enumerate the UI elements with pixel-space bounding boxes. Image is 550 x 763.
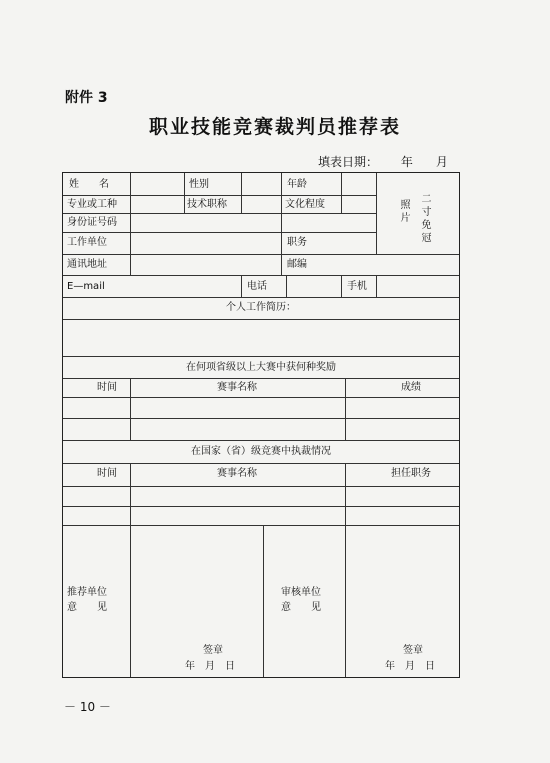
col-line [241,173,242,213]
awards-time-header: 时间 [97,382,117,393]
form-title: 职业技能竞赛裁判员推荐表 [148,116,401,138]
date-year: 年 [400,155,413,169]
col-line [241,275,242,297]
mobile-label: 手机 [347,281,367,292]
col-line [341,173,342,213]
review-opinion-label: 意 见 [281,602,321,613]
address-label: 通讯地址 [67,259,107,270]
col-line [341,275,342,297]
resume-heading: 个人工作简历： [226,302,296,313]
review-seal-date: 年 月 日 [385,661,435,672]
col-line [184,173,185,213]
position-label: 职务 [287,237,307,248]
row-line [63,378,459,379]
email-label: E—mail [67,281,105,292]
photo-label: 照片 [398,199,409,225]
row-line [63,297,459,298]
col-line [281,173,282,275]
judging-role-header: 担任职务 [391,468,431,479]
education-label: 文化程度 [285,199,325,210]
row-line [63,463,459,464]
row-line [63,506,459,507]
recommend-seal-date: 年 月 日 [185,661,235,672]
phone-label: 电话 [247,281,267,292]
awards-event-header: 赛事名称 [217,382,257,393]
id-number-label: 身份证号码 [67,217,117,228]
col-line [130,173,131,275]
col-line [345,463,346,525]
age-label: 年龄 [287,179,307,190]
row-line [63,418,459,419]
recommendation-form [62,172,460,678]
col-line [345,525,346,677]
recommend-unit-label: 推荐单位 [67,587,107,598]
name-label: 姓 名 [69,179,109,190]
row-line [63,213,376,214]
row-line [63,440,459,441]
col-line [130,525,131,677]
date-month: 月 [435,155,448,169]
judging-heading: 在国家（省）级竞赛中执裁情况 [191,446,331,457]
recommend-opinion-label: 意 见 [67,602,107,613]
col-line [130,378,131,440]
row-line [63,195,376,196]
page-number: － 10 － [64,700,111,714]
judging-time-header: 时间 [97,468,117,479]
col-line [376,173,377,254]
row-line [63,232,376,233]
fill-date [318,153,448,170]
awards-heading: 在何项省级以上大赛中获何种奖励 [186,362,336,373]
col-line [263,525,264,677]
work-unit-label: 工作单位 [67,237,107,248]
profession-label: 专业或工种 [67,199,117,210]
review-unit-label: 审核单位 [281,587,321,598]
date-label: 填表日期： [318,155,379,169]
row-line [63,275,459,276]
col-line [130,463,131,525]
row-line [63,254,459,255]
row-line [63,356,459,357]
tech-title-label: 技术职称 [187,199,227,210]
judging-event-header: 赛事名称 [217,468,257,479]
photo-size-label: 二寸免冠 [419,193,430,245]
awards-result-header: 成绩 [401,382,421,393]
row-line [63,397,459,398]
attachment-label: 附件 3 [65,90,108,106]
recommend-seal-label: 签章 [203,645,223,656]
gender-label: 性别 [189,179,209,190]
postcode-label: 邮编 [287,259,307,270]
col-line [376,275,377,297]
row-line [63,486,459,487]
review-seal-label: 签章 [403,645,423,656]
col-line [286,275,287,297]
col-line [345,378,346,440]
row-line [63,525,459,526]
row-line [63,319,459,320]
